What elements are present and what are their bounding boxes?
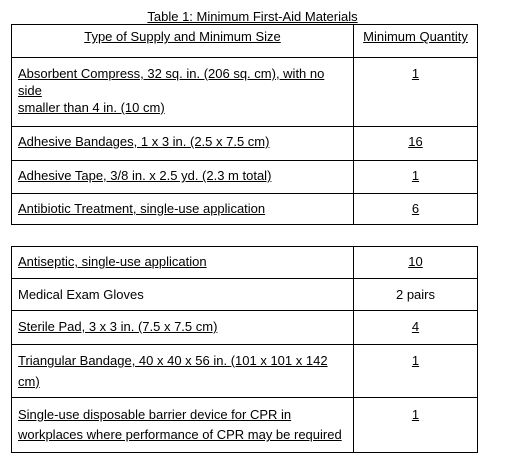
column-header-supply-text: Type of Supply and Minimum Size bbox=[84, 29, 281, 44]
supply-text-line: Sterile Pad, 3 x 3 in. (7.5 x 7.5 cm) bbox=[18, 319, 218, 334]
quantity-text: 4 bbox=[411, 319, 420, 334]
column-header-quantity-text: Minimum Quantity bbox=[363, 29, 468, 44]
table-row bbox=[12, 279, 478, 311]
column-header-quantity bbox=[354, 25, 478, 58]
supply-cell bbox=[12, 398, 354, 453]
supply-text-line: Adhesive Bandages, 1 x 3 in. (2.5 x 7.5 cm) bbox=[18, 134, 270, 149]
quantity-cell bbox=[354, 279, 478, 311]
supply-text-line: workplaces where performance of CPR may be required bbox=[18, 427, 342, 442]
quantity-cell bbox=[354, 247, 478, 279]
supply-text-line: Medical Exam Gloves bbox=[18, 287, 144, 302]
quantity-cell bbox=[354, 311, 478, 345]
table-caption-text: Table 1: Minimum First-Aid Materials bbox=[147, 9, 358, 24]
table-header-row bbox=[12, 25, 478, 58]
quantity-cell bbox=[354, 161, 478, 194]
table-caption bbox=[0, 10, 505, 24]
quantity-text: 1 bbox=[411, 168, 420, 183]
table-row bbox=[12, 161, 478, 194]
quantity-cell bbox=[354, 58, 478, 127]
supply-text-line: Triangular Bandage, 40 x 40 x 56 in. (101 x 101 x 142 bbox=[18, 353, 328, 368]
supply-cell bbox=[12, 279, 354, 311]
first-aid-table-part-1 bbox=[11, 24, 478, 225]
quantity-cell bbox=[354, 398, 478, 453]
first-aid-table-part-2 bbox=[11, 246, 478, 453]
supply-text-line: Single-use disposable barrier device for CPR in bbox=[18, 407, 292, 422]
quantity-cell bbox=[354, 194, 478, 225]
table-row bbox=[12, 247, 478, 279]
supply-cell bbox=[12, 161, 354, 194]
quantity-cell bbox=[354, 345, 478, 398]
table-row bbox=[12, 311, 478, 345]
table-row bbox=[12, 345, 478, 398]
quantity-text: 1 bbox=[411, 66, 420, 81]
table-row bbox=[12, 194, 478, 225]
quantity-cell bbox=[354, 127, 478, 161]
supply-cell bbox=[12, 345, 354, 398]
table-row bbox=[12, 127, 478, 161]
supply-cell bbox=[12, 127, 354, 161]
supply-text-line: cm) bbox=[18, 374, 40, 389]
supply-text-line: Adhesive Tape, 3/8 in. x 2.5 yd. (2.3 m total) bbox=[18, 168, 272, 183]
quantity-text: 10 bbox=[408, 254, 423, 269]
quantity-text: 6 bbox=[411, 201, 420, 216]
supply-text-line: side bbox=[18, 83, 42, 98]
supply-cell bbox=[12, 58, 354, 127]
quantity-text: 16 bbox=[408, 134, 423, 149]
supply-text-line: Antibiotic Treatment, single-use application bbox=[18, 201, 266, 216]
quantity-text: 1 bbox=[411, 353, 420, 368]
quantity-text: 1 bbox=[411, 407, 420, 422]
supply-text-line: Absorbent Compress, 32 sq. in. (206 sq. cm), with no bbox=[18, 66, 325, 81]
supply-text-line: smaller than 4 in. (10 cm) bbox=[18, 100, 165, 115]
supply-cell bbox=[12, 311, 354, 345]
supply-cell bbox=[12, 194, 354, 225]
table-row bbox=[12, 398, 478, 453]
quantity-text: 2 pairs bbox=[395, 287, 436, 302]
column-header-supply bbox=[12, 25, 354, 58]
table-row bbox=[12, 58, 478, 127]
supply-cell bbox=[12, 247, 354, 279]
supply-text-line: Antiseptic, single-use application bbox=[18, 254, 207, 269]
